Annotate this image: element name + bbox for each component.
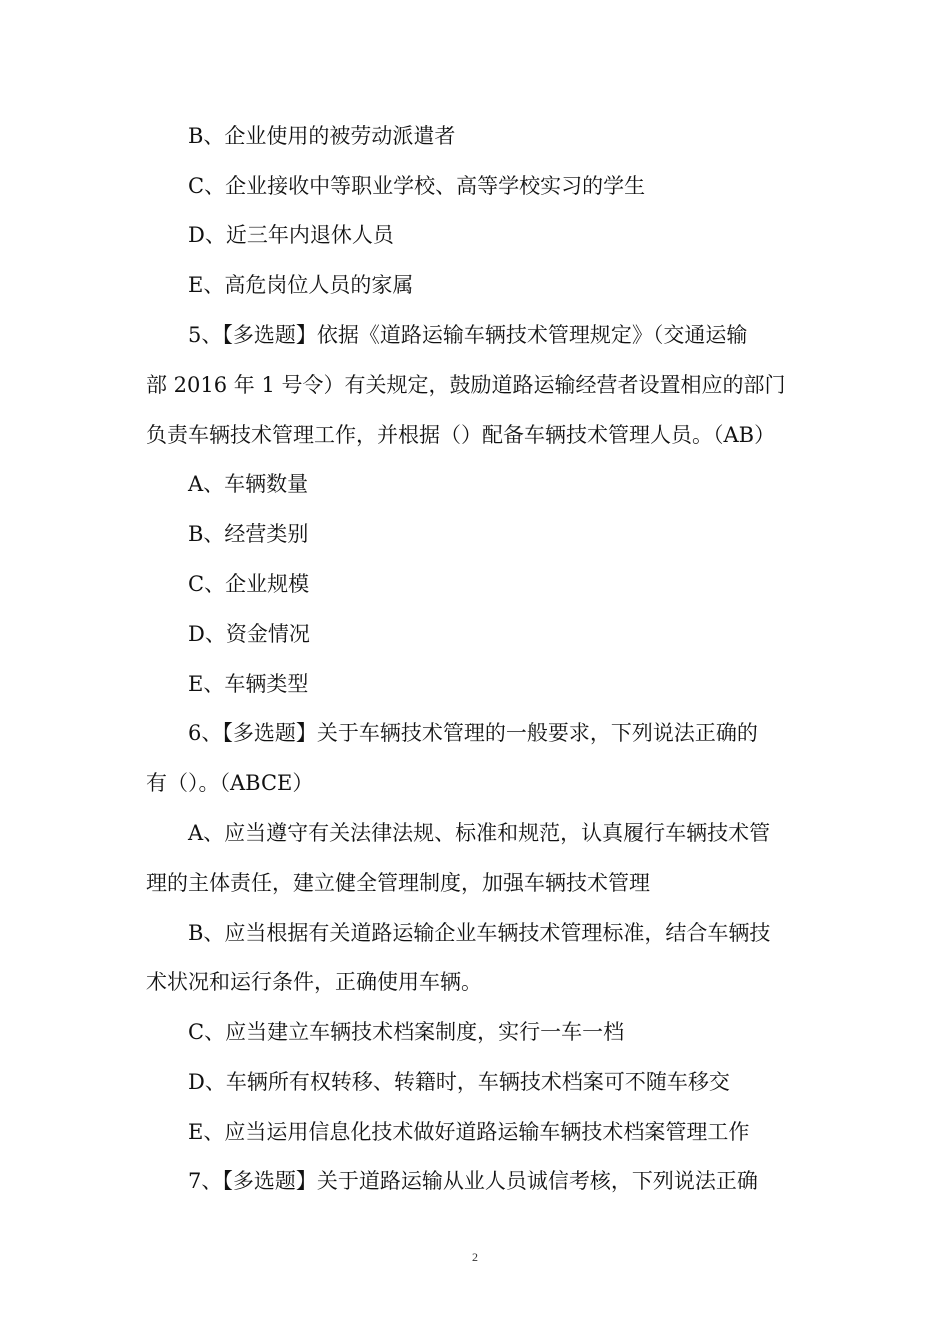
option-e-q6: E、应当运用信息化技术做好道路运输车辆技术档案管理工作 xyxy=(188,1120,750,1144)
option-c-q6: C、应当建立车辆技术档案制度，实行一车一档 xyxy=(188,1020,625,1044)
option-c-q5: C、企业规模 xyxy=(188,572,310,596)
option-a-q6-line-2: 理的主体责任，建立健全管理制度，加强车辆技术管理 xyxy=(146,871,650,895)
question-6-line-2: 有（）。（ABCE） xyxy=(146,771,314,795)
page-number: 2 xyxy=(472,1250,478,1264)
option-b-q5: B、经营类别 xyxy=(188,522,309,546)
question-5-line-3: 负责车辆技术管理工作，并根据（）配备车辆技术管理人员。（AB） xyxy=(146,423,776,447)
option-e-q5: E、车辆类型 xyxy=(188,672,309,696)
option-d-q5: D、资金情况 xyxy=(188,622,310,646)
option-b-q4: B、企业使用的被劳动派遣者 xyxy=(188,124,456,148)
question-5-line-1: 5、【多选题】依据《道路运输车辆技术管理规定》（交通运输 xyxy=(188,323,748,347)
question-5-line-2: 部 2016 年 1 号令）有关规定，鼓励道路运输经营者设置相应的部门 xyxy=(146,373,786,397)
option-a-q5: A、车辆数量 xyxy=(188,472,309,496)
question-7-line-1: 7、【多选题】关于道路运输从业人员诚信考核，下列说法正确 xyxy=(188,1169,758,1193)
option-e-q4: E、高危岗位人员的家属 xyxy=(188,273,414,297)
option-b-q6-line-2: 术状况和运行条件，正确使用车辆。 xyxy=(146,970,482,994)
option-a-q6-line-1: A、应当遵守有关法律法规、标准和规范，认真履行车辆技术管 xyxy=(188,821,771,845)
option-c-q4: C、企业接收中等职业学校、高等学校实习的学生 xyxy=(188,174,646,198)
option-d-q4: D、近三年内退休人员 xyxy=(188,223,394,247)
question-6-line-1: 6、【多选题】关于车辆技术管理的一般要求，下列说法正确的 xyxy=(188,721,758,745)
option-d-q6: D、车辆所有权转移、转籍时，车辆技术档案可不随车移交 xyxy=(188,1070,730,1094)
option-b-q6-line-1: B、应当根据有关道路运输企业车辆技术管理标准，结合车辆技 xyxy=(188,921,771,945)
